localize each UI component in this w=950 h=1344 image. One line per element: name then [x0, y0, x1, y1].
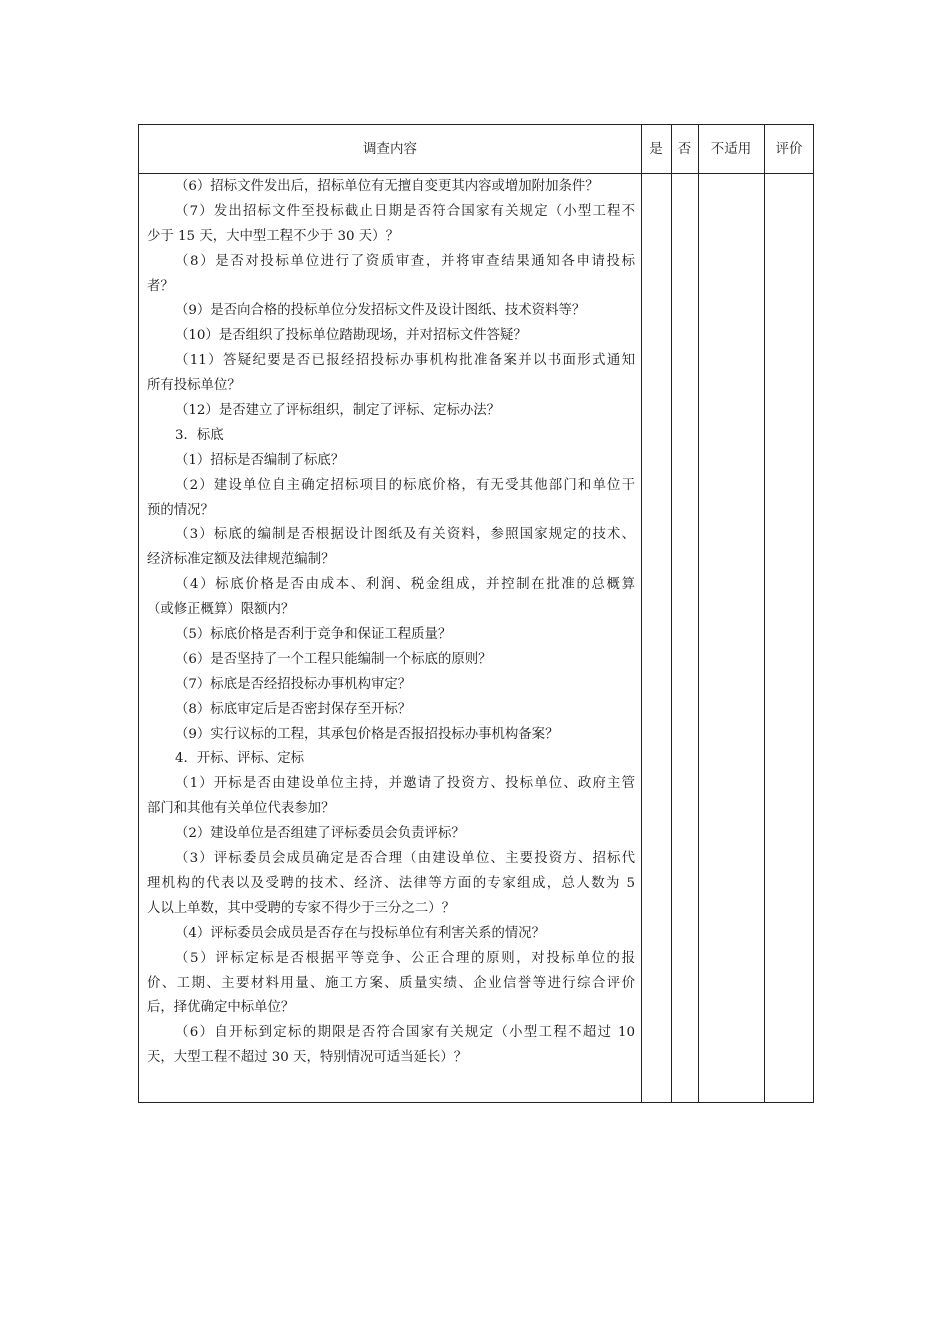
- question-line: （5）标底价格是否利于竞争和保证工程质量？: [175, 627, 452, 643]
- question-line: （1）招标是否编制了标底？: [175, 452, 345, 468]
- question-line: （5）评标定标是否根据平等竞争、公正合理的原则，对投标单位的报: [175, 950, 635, 966]
- header-content: 调查内容: [363, 141, 417, 157]
- header-yes: 是: [649, 141, 663, 157]
- question-line: 价、工期、主要材料用量、施工方案、质量实绩、企业信誉等进行综合评价: [147, 975, 635, 991]
- question-line: （7）标底是否经招投标办事机构审定？: [175, 676, 412, 692]
- question-line: （11）答疑纪要是否已报经招投标办事机构批准备案并以书面形式通知: [175, 353, 635, 369]
- question-line: （9）是否向合格的投标单位分发招标文件及设计图纸、技术资料等？: [175, 303, 586, 319]
- question-line: （或修正概算）限额内？: [147, 602, 295, 618]
- question-line: 者？: [147, 278, 174, 294]
- question-line: 少于 15 天，大中型工程不少于 30 天）？: [147, 228, 399, 244]
- question-line: （7）发出招标文件至投标截止日期是否符合国家有关规定（小型工程不: [175, 203, 635, 219]
- column-divider: [641, 125, 642, 1102]
- question-line: （9）实行议标的工程，其承包价格是否报招投标办事机构备案？: [175, 726, 559, 742]
- question-line: 人以上单数，其中受聘的专家不得少于三分之二）？: [147, 900, 455, 916]
- question-line: 部门和其他有关单位代表参加？: [147, 801, 335, 817]
- question-line: （8）标底审定后是否密封保存至开标？: [175, 701, 412, 717]
- question-line: （2）建设单位是否组建了评标委员会负责评标？: [175, 826, 465, 842]
- header-divider: [139, 173, 813, 174]
- question-line: （3）标底的编制是否根据设计图纸及有关资料，参照国家规定的技术、: [175, 527, 635, 543]
- survey-content: [147, 175, 635, 1071]
- question-line: 后，择优确定中标单位？: [147, 1000, 295, 1016]
- question-line: （3）评标委员会成员确定是否合理（由建设单位、主要投资方、招标代: [175, 851, 635, 867]
- header-evaluation: 评价: [775, 141, 803, 157]
- question-line: （8）是否对投标单位进行了资质审查，并将审查结果通知各申请投标: [175, 253, 635, 269]
- column-divider: [764, 125, 765, 1102]
- section-heading: 4．开标、评标、定标: [175, 751, 305, 767]
- survey-table: [138, 124, 814, 1103]
- question-line: 经济标准定额及法律规范编制？: [147, 552, 335, 568]
- question-line: （4）评标委员会成员是否存在与投标单位有利害关系的情况？: [175, 925, 546, 941]
- question-line: （6）招标文件发出后，招标单位有无擅自变更其内容或增加附加条件？: [175, 179, 599, 194]
- section-heading: 3．标底: [175, 427, 224, 443]
- header-not-applicable: 不适用: [710, 141, 752, 157]
- question-line: （10）是否组织了投标单位踏勘现场，并对招标文件答疑？: [175, 328, 527, 344]
- question-line: （6）是否坚持了一个工程只能编制一个标底的原则？: [175, 651, 492, 667]
- question-line: （4）标底价格是否由成本、利润、税金组成，并控制在批准的总概算: [175, 577, 635, 593]
- question-line: （2）建设单位自主确定招标项目的标底价格，有无受其他部门和单位干: [175, 477, 635, 493]
- question-line: 理机构的代表以及受聘的技术、经济、法律等方面的专家组成，总人数为 5: [147, 875, 635, 891]
- header-no: 否: [677, 141, 692, 157]
- question-line: （1）开标是否由建设单位主持，并邀请了投资方、投标单位、政府主管: [175, 776, 635, 792]
- question-line: （12）是否建立了评标组织，制定了评标、定标办法？: [175, 403, 501, 419]
- column-divider: [698, 125, 699, 1102]
- question-line: 所有投标单位？: [147, 378, 241, 394]
- column-divider: [671, 125, 672, 1102]
- question-line: 预的情况？: [147, 502, 214, 518]
- question-line: （6）自开标到定标的期限是否符合国家有关规定（小型工程不超过 10: [175, 1025, 635, 1041]
- question-line: 天，大型工程不超过 30 天，特别情况可适当延长）？: [147, 1050, 468, 1066]
